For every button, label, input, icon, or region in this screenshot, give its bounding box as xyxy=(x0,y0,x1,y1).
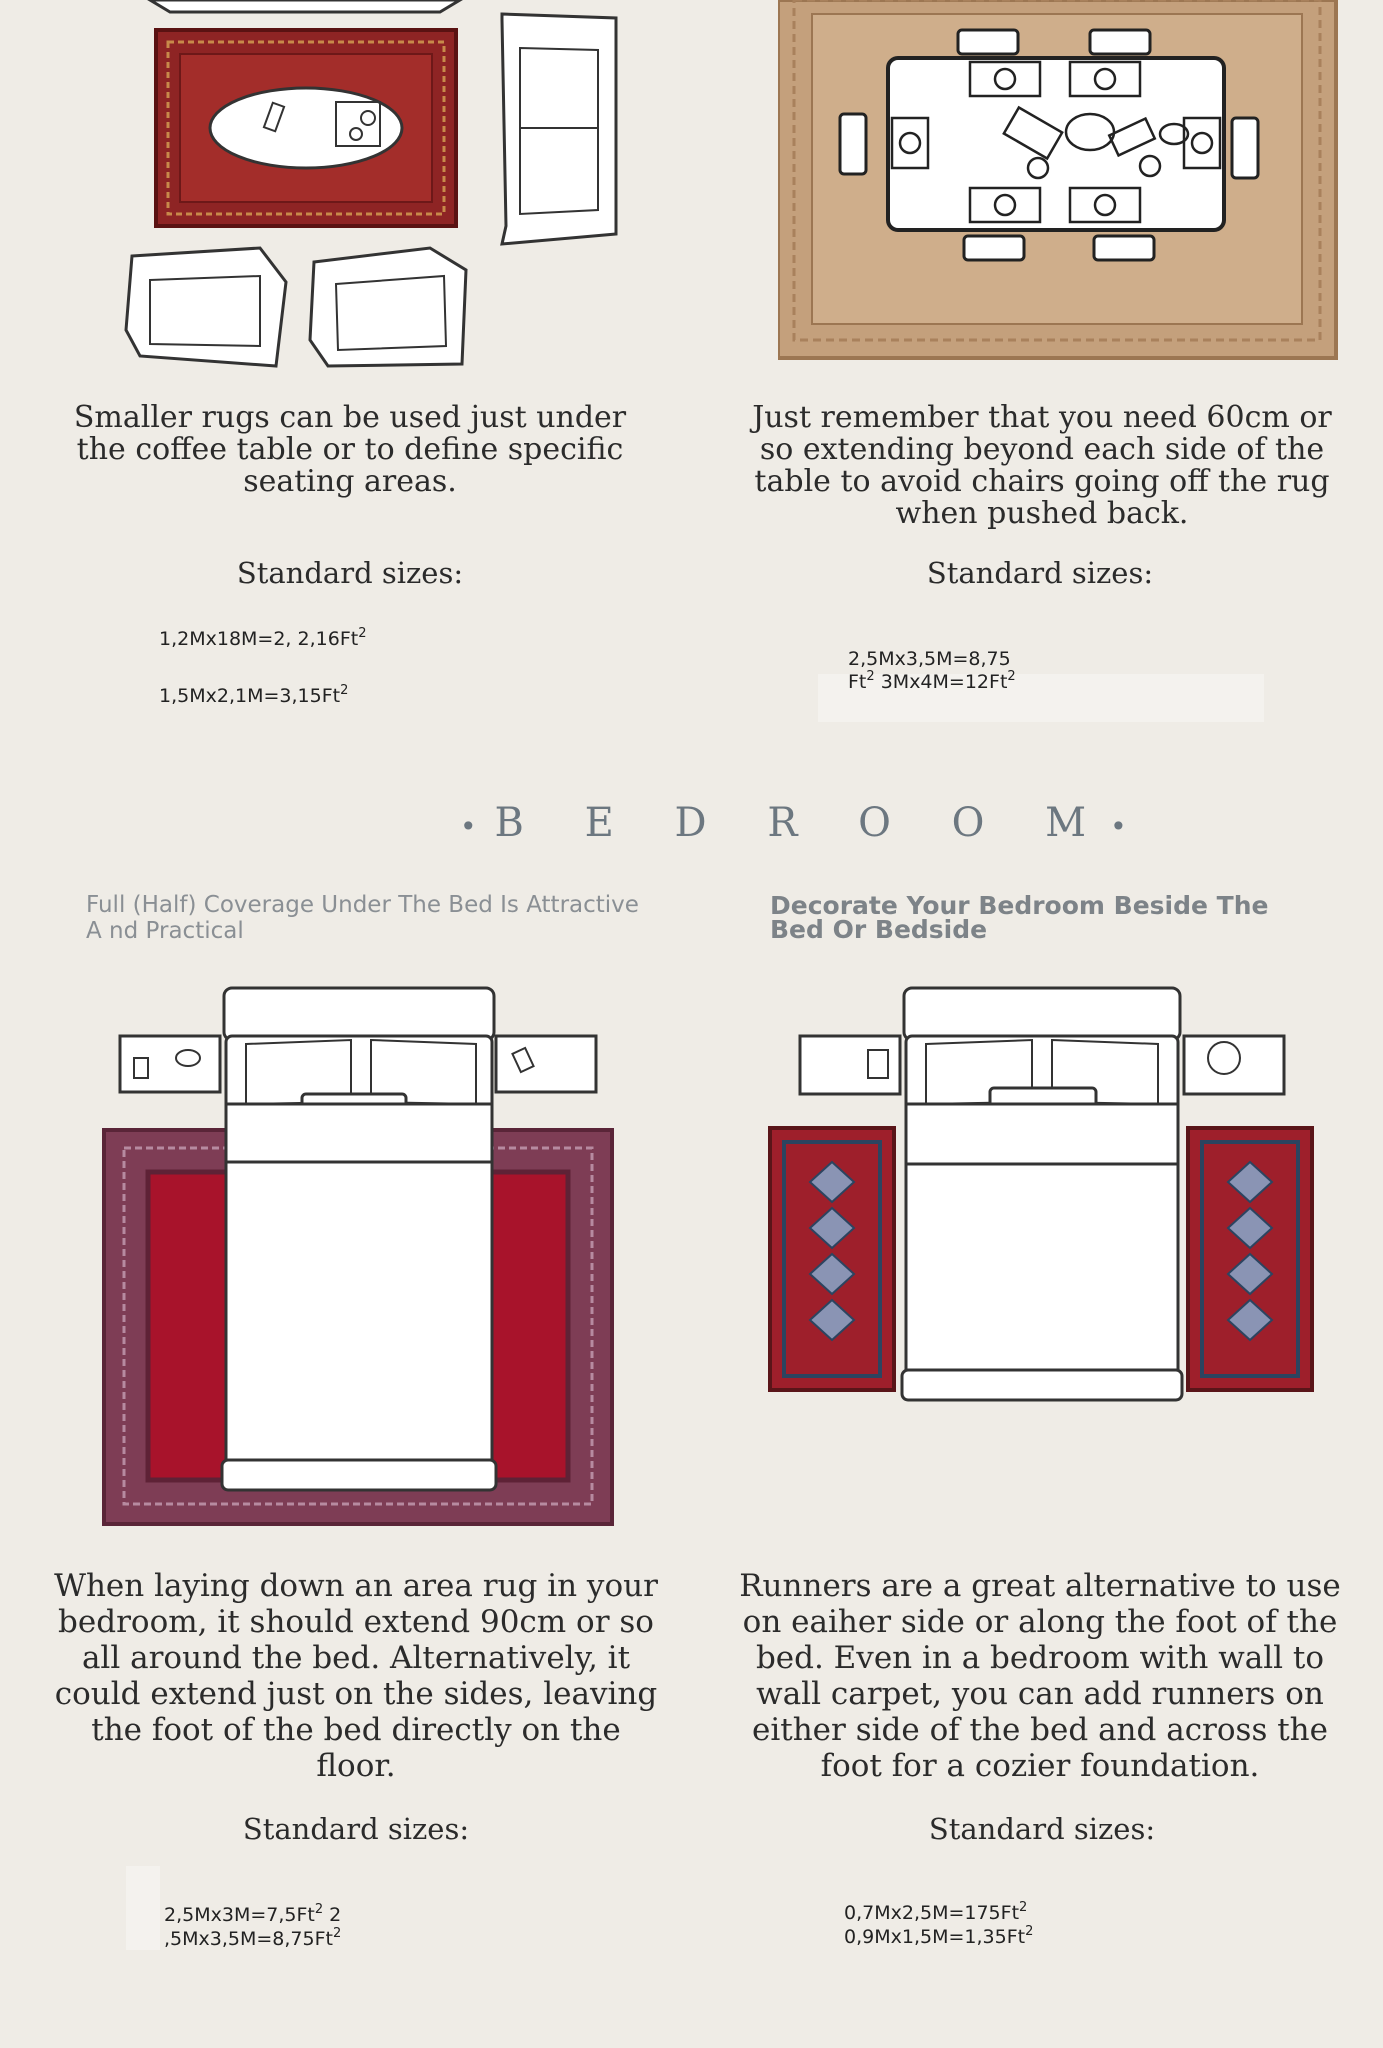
dining-standard-sizes-title: Standard sizes: xyxy=(926,556,1154,590)
bedroom-left-size-1: $2,5Mx3M=7,5Ft^2$ 2 xyxy=(164,1902,342,1926)
dining-room-illustration xyxy=(778,0,1338,362)
dining-caption: Just remember that you need 60cm or so extending beyond each side of the table to avoid chairs going off the rug when pushed back. xyxy=(752,400,1332,531)
bedroom-right-standard-sizes-title: Standard sizes: xyxy=(928,1812,1156,1846)
bedroom-left-size-2: $,5Mx3,5M=8,75Ft^2$ xyxy=(164,1926,342,1950)
coffee-table xyxy=(210,88,402,168)
living-room-illustration xyxy=(110,0,630,370)
bedroom-right-caption: Runners are a great alternative to use on eaiher side or along the foot of the bed. Even in a bedroom with wall to wall carpet, you can add runners on either side of the bed and across the foot for a cozier foundation. xyxy=(739,1568,1341,1784)
bed-large-rug-illustration xyxy=(96,976,626,1548)
bedroom-left-standard-sizes-title: Standard sizes: xyxy=(242,1812,470,1846)
living-size-2: $1,5Mx2,1M=3,15Ft^2$ xyxy=(159,683,349,707)
runner-headboard xyxy=(904,988,1180,1040)
bedroom-left-caption: When laying down an area rug in your bedroom, it should extend 90cm or so all around the bed. Alternatively, it could extend just on the sides, leaving the foot of the bed directly on the floor. xyxy=(54,1568,658,1784)
heading-bullet-left: • xyxy=(460,810,477,843)
heading-bullet-right: • xyxy=(1110,810,1127,843)
living-size-1: 1,2Mx18M=2, 2,16Ft$^2$ xyxy=(159,626,367,650)
living-caption: Smaller rugs can be used just under the coffee table or to define specific seating areas. xyxy=(73,400,627,499)
bedroom-heading: • B E D R O O M• xyxy=(460,800,1127,846)
bed-runners-illustration xyxy=(764,976,1324,1416)
dining-size-2: Ft$^2$ $3Mx4M=12Ft^2$ xyxy=(848,669,1016,693)
bedroom-left-subheading: Full (Half) Coverage Under The Bed Is Attractive A nd Practical xyxy=(86,892,639,944)
bedroom-right-size-2: $0,9Mx1,5M=1,35Ft^2$ xyxy=(844,1924,1034,1948)
bedroom-left-sizes-panel xyxy=(126,1866,160,1950)
bedroom-right-subheading: Decorate Your Bedroom Beside The Bed Or Bedside xyxy=(770,891,1269,944)
bedroom-right-size-1: $0,7Mx2,5M=175Ft^2$ xyxy=(844,1900,1028,1924)
dining-size-1: 2,5Mx3,5M=8,75 xyxy=(848,648,1011,670)
runner-nightstand-left xyxy=(800,1036,900,1094)
headboard xyxy=(224,988,494,1040)
nightstand-right xyxy=(496,1036,596,1092)
living-standard-sizes-title: Standard sizes: xyxy=(236,556,464,590)
